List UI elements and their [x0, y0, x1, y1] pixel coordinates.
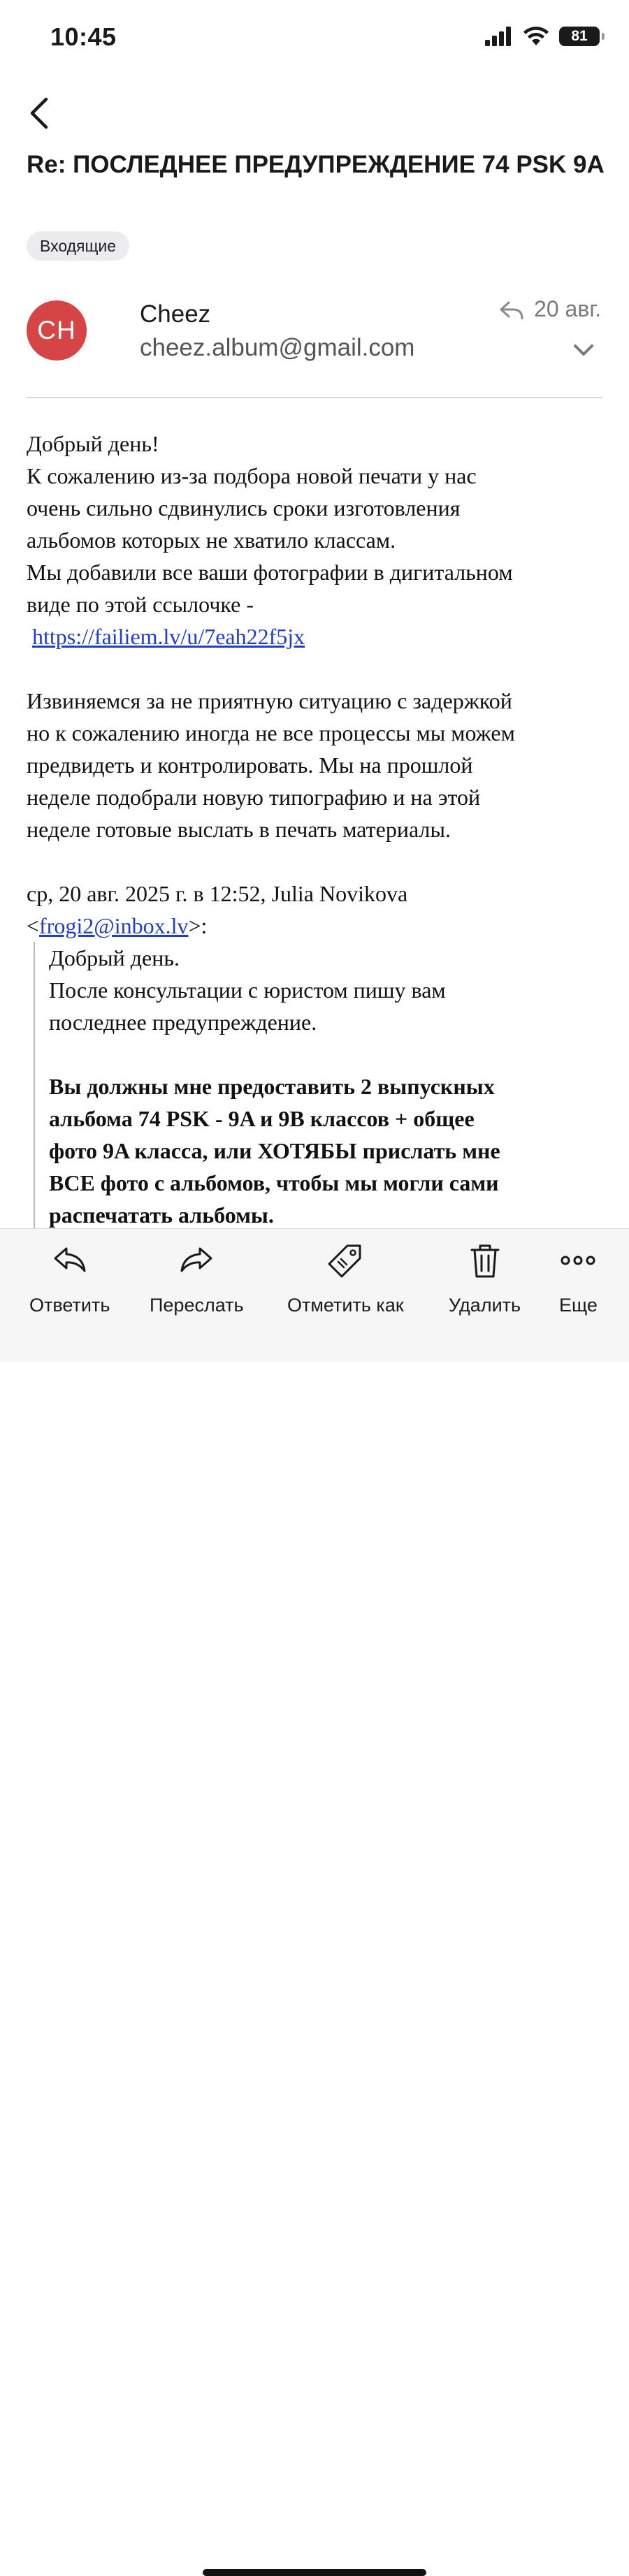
sender-name[interactable]: Cheez [140, 300, 211, 328]
body-line: предвидеть и контролировать. Мы на прошлой [27, 752, 473, 778]
reply-icon [51, 1242, 89, 1279]
body-line: но к сожалению иногда не все процессы мы можем [27, 720, 515, 745]
delete-button[interactable] [449, 1242, 521, 1316]
body-line: неделе готовые выслать в печать материалы. [27, 817, 451, 842]
header-divider [27, 397, 602, 398]
email-body [27, 428, 614, 1231]
quote-header-email-line [27, 910, 614, 942]
quote-line: После консультации с юристом пишу вам [49, 977, 446, 1003]
spacer [27, 845, 614, 878]
more-button[interactable] [559, 1242, 598, 1316]
body-line: альбомов которых не хватило классам. [27, 527, 396, 553]
chevron-down-icon [572, 341, 595, 359]
quote-bold-line: распечатать альбомы. [49, 1202, 274, 1228]
spacer [27, 653, 614, 685]
gt-bracket: >: [188, 913, 208, 938]
quoted-message [34, 942, 614, 1231]
body-line: неделе подобрали новую типографию и на этой [27, 785, 481, 810]
wifi-icon [523, 27, 549, 46]
quote-header: ср, 20 авг. 2025 г. в 12:52, Julia Novikova [27, 881, 408, 906]
reply-button[interactable] [29, 1242, 110, 1316]
home-indicator[interactable] [203, 2569, 426, 2576]
trash-icon [466, 1242, 504, 1279]
battery-icon [559, 27, 600, 46]
signal-icon [485, 27, 513, 46]
battery-level: 81 [571, 28, 588, 44]
details-toggle[interactable] [572, 341, 595, 359]
body-link-line [27, 620, 614, 653]
tag-icon [326, 1242, 364, 1279]
quote-bold-line: ВСЕ фото с альбомов, чтобы мы могли сами [49, 1170, 499, 1195]
bottom-toolbar [0, 1228, 629, 1362]
email-date-area [499, 296, 601, 322]
reply-indicator-icon [499, 300, 524, 319]
back-button[interactable] [24, 94, 59, 133]
body-line: К сожалению из-за подбора новой печати у нас [27, 463, 477, 488]
more-icon [559, 1242, 597, 1279]
body-line: виде по этой ссылочке - [27, 592, 254, 617]
forward-button[interactable] [150, 1242, 244, 1316]
chevron-left-icon [24, 94, 59, 133]
folder-badge[interactable]: Входящие [27, 231, 129, 261]
email-date: 20 авг. [534, 296, 601, 321]
quote-bold-line: альбома 74 PSK - 9A и 9B классов + общее [49, 1106, 475, 1131]
body-line: Добрый день! [27, 431, 159, 456]
download-link[interactable]: https://failiem.lv/u/7eah22f5jx [32, 624, 305, 649]
mark-as-button[interactable] [287, 1242, 404, 1316]
more-label: Еще [559, 1295, 598, 1316]
body-line: Извиняемся за не приятную ситуацию с задержкой [27, 688, 512, 713]
body-line: Мы добавили все ваши фотографии в дигитальном [27, 560, 513, 585]
lt-bracket: < [27, 913, 40, 938]
quote-bold-line: фото 9A класса, или ХОТЯБЫ прислать мне [49, 1138, 500, 1163]
forward-label: Переслать [150, 1295, 244, 1316]
forward-icon [178, 1242, 215, 1279]
quote-bold-line: Вы должны мне предоставить 2 выпускных [49, 1074, 495, 1099]
quote-line: Добрый день. [49, 945, 180, 970]
sender-email[interactable]: cheez.album@gmail.com [140, 334, 415, 361]
status-bar [0, 0, 629, 77]
status-icons [485, 27, 600, 46]
reply-label: Ответить [29, 1295, 110, 1316]
delete-label: Удалить [449, 1295, 521, 1316]
status-time: 10:45 [50, 22, 117, 51]
body-line: очень сильно сдвинулись сроки изготовления [27, 495, 461, 521]
email-subject: Re: ПОСЛЕДНЕЕ ПРЕДУПРЕЖДЕНИЕ 74 PSK 9A [27, 151, 605, 178]
quoted-sender-email[interactable]: frogi2@inbox.lv [39, 913, 189, 938]
spacer [49, 1038, 614, 1070]
quote-line: последнее предупреждение. [49, 1010, 317, 1035]
sender-avatar[interactable]: CH [27, 300, 87, 361]
mark-as-label: Отметить как [287, 1295, 404, 1316]
